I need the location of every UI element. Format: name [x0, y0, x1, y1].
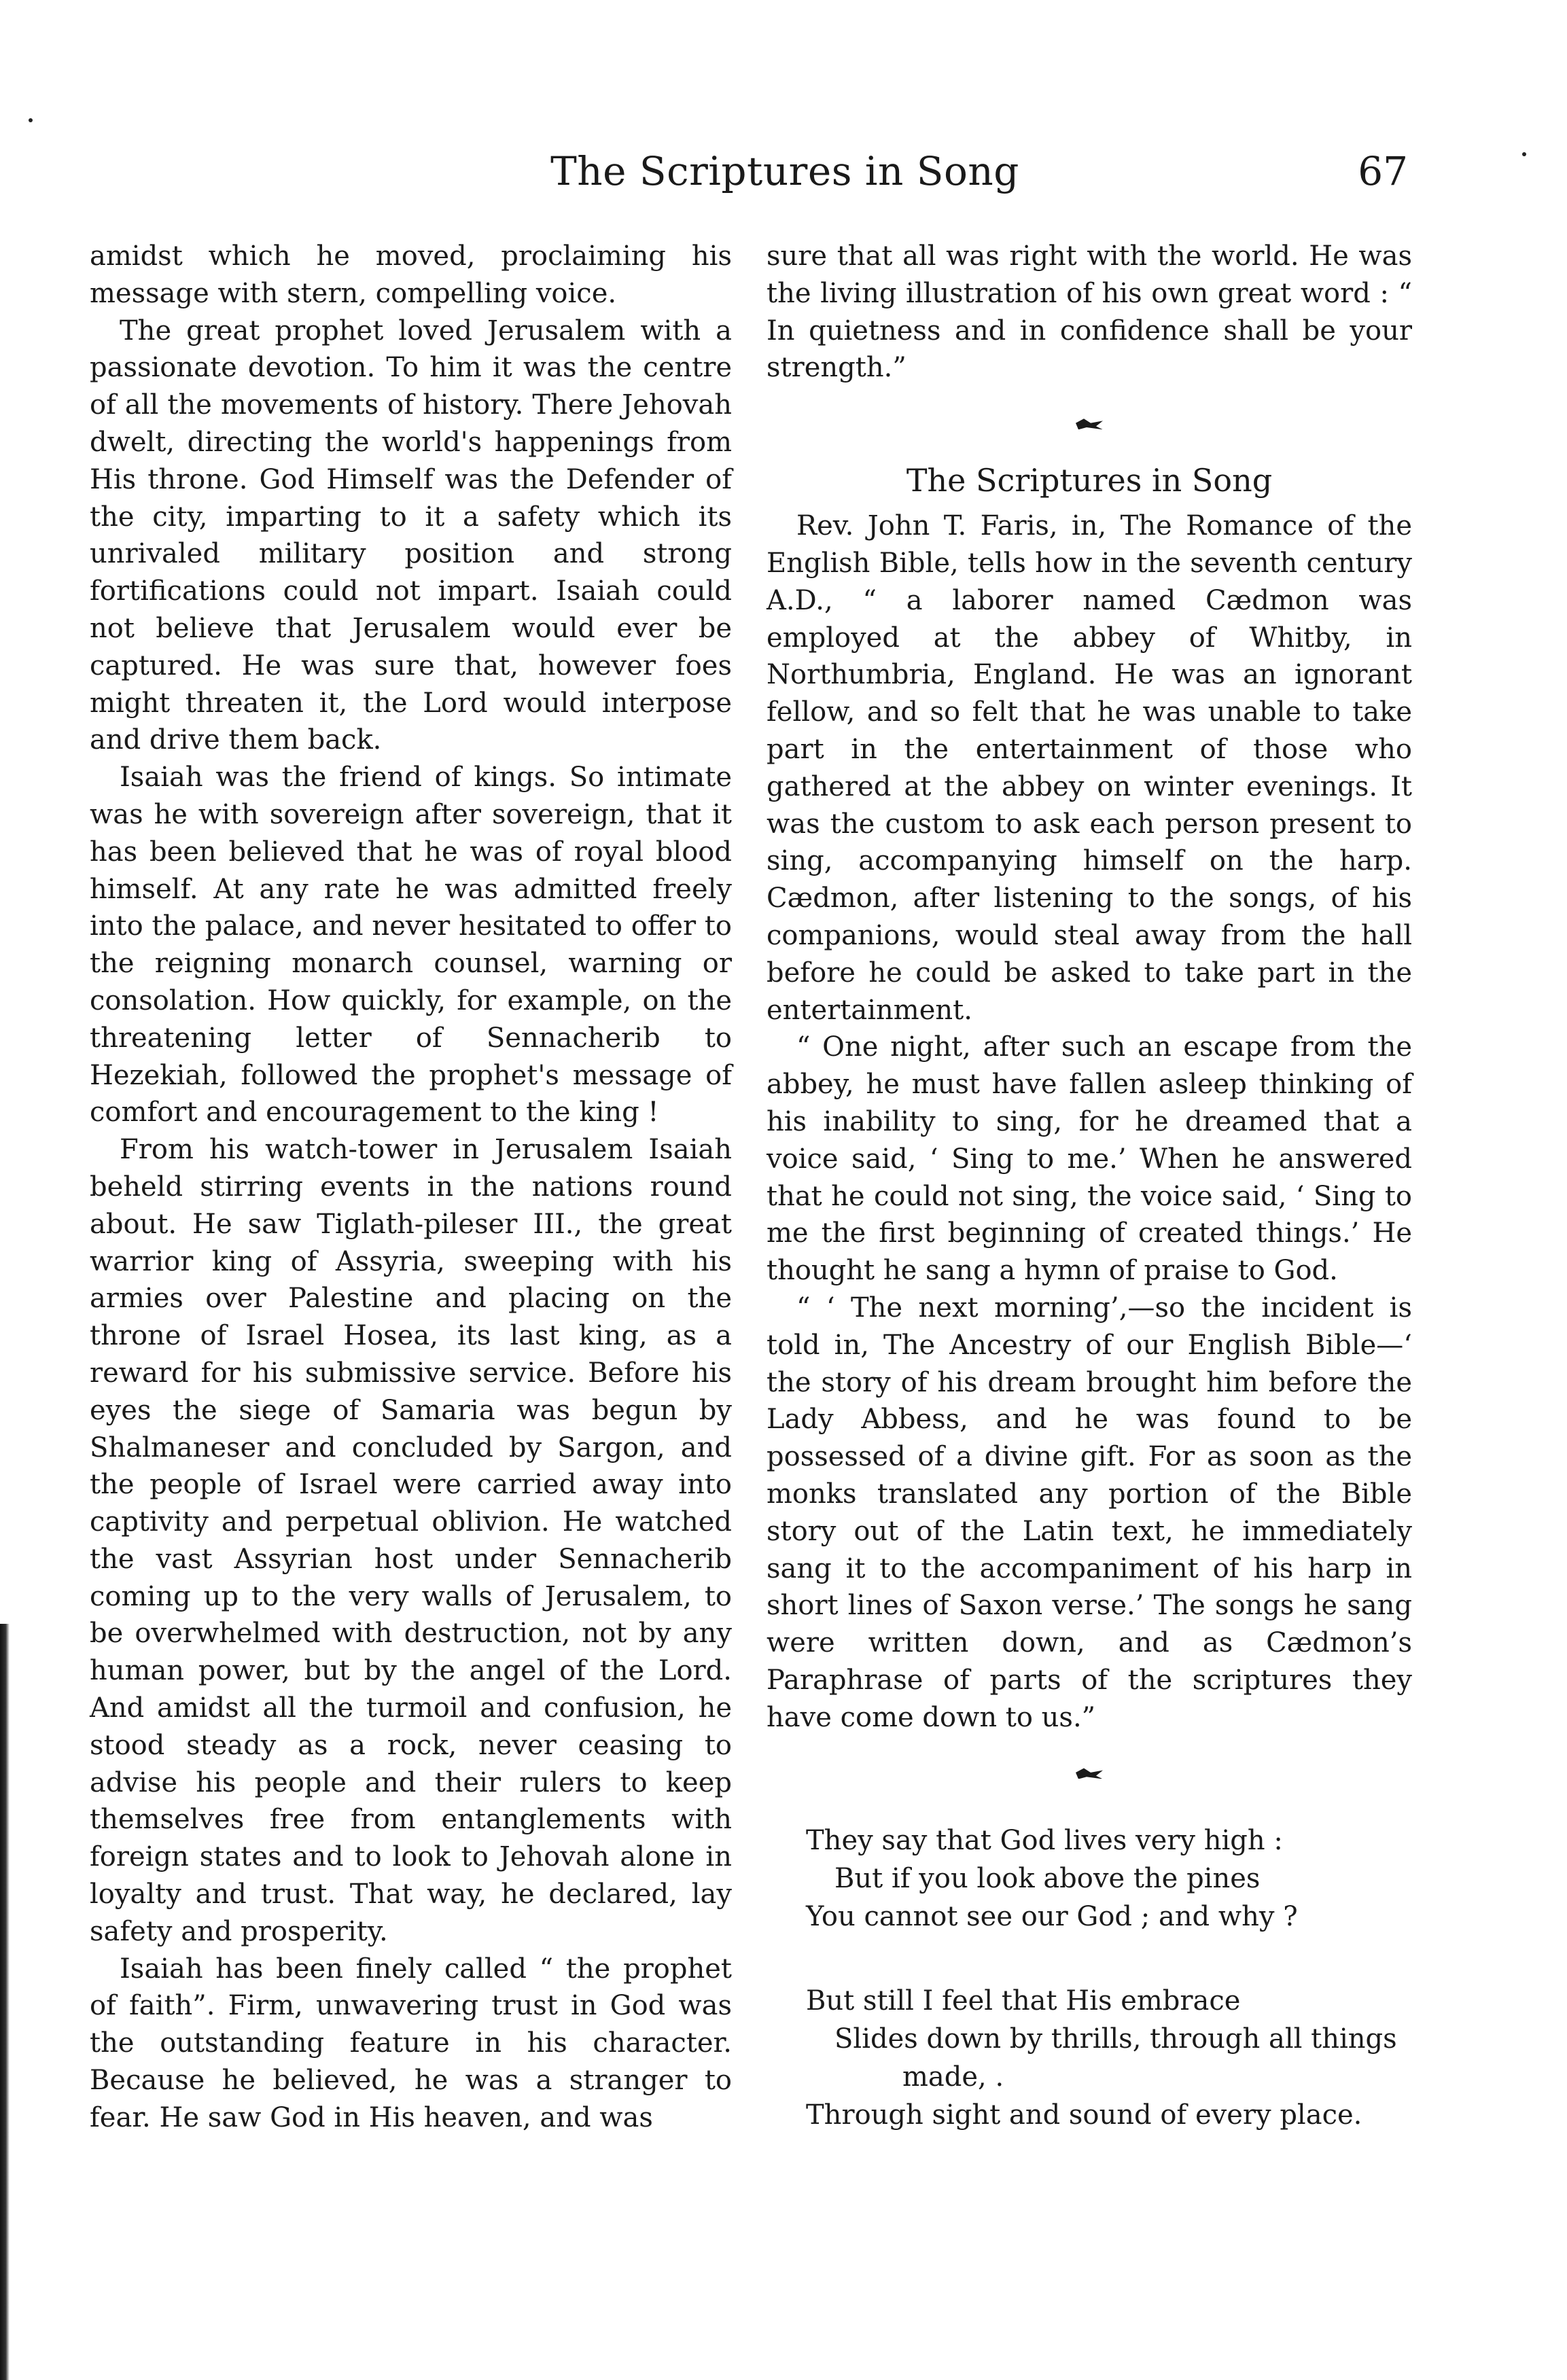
section-heading: The Scriptures in Song [906, 462, 1273, 499]
paragraph: The great prophet loved Jerusalem with a passionate devotion. To him it was the centre of all the movements of history. There Jehovah dwelt, directing the world's happenings from His throne. God Himself was the Defender of the city, imparting to it a safety which its unrivaled military position and strong fortifications could not impart. Isaiah could not believe that Jerusalem would ever be captured. He was sure that, however foes might threaten it, the Lord would interpose and drive them back. [90, 315, 732, 756]
page-spine-shadow [0, 1624, 10, 2380]
poem-line: But if you look above the pines [834, 1863, 1261, 1895]
fleuron-icon [1076, 419, 1103, 429]
right-column [767, 238, 1412, 2180]
poem-line: Slides down by thrills, through all things [834, 2023, 1397, 2055]
paragraph: sure that all was right with the world. He was the living illustration of his own great word : “ In quietness and in confidence shall be your strength.” [767, 241, 1412, 384]
paragraph: “ ‘ The next morning’,—so the incident is told in, The Ancestry of our English Bible—‘ the story of his dream brought him before the Lady Abbess, and he was found to be possessed of a divine gift. For as soon as the monks translated any portion of the Bible story out of the Latin text, he immediately sang it to the accompaniment of his harp in short lines of Saxon verse.’ The songs he sang were written down, and as Cædmon’s Paraphrase of parts of the scriptures they have come down to us.” [767, 1292, 1412, 1733]
fleuron-ornament [767, 387, 1412, 455]
fleuron-ornament [767, 1736, 1412, 1804]
page-number: 67 [1358, 148, 1408, 194]
poem-stanza [767, 1822, 1412, 1936]
scan-speck [29, 118, 33, 122]
poem [767, 1822, 1412, 2134]
paragraph: Rev. John T. Faris, in, The Romance of the English Bible, tells how in the seventh century A.D., “ a laborer named Cædmon was employed at the abbey of Whitby, in Northumbria, England. He was an ignorant fellow, and so felt that he was unable to take part in the entertainment of those who gathered at the abbey on winter evenings. It was the custom to ask each person present to sing, accompanying himself on the harp. Cædmon, after listening to the songs, of his companions, would steal away from the hall before he could be asked to take part in the entertainment. [767, 510, 1412, 1026]
poem-line: Through sight and sound of every place. [806, 2099, 1362, 2131]
paragraph: “ One night, after such an escape from the abbey, he must have fallen asleep thinking of his inability to sing, for he dreamed that a voice said, ‘ Sing to me.’ When he answered that he could not sing, the voice said, ‘ Sing to me the first beginning of created things.’ He thought he sang a hymn of praise to God. [767, 1031, 1412, 1287]
poem-line: You cannot see our God ; and why ? [806, 1901, 1298, 1933]
paragraph: Isaiah has been finely called “ the prophet of faith”. Firm, unwavering trust in God was the outstanding feature in his character. Because he believed, he was a stranger to fear. He saw God in His heaven, and was [90, 1953, 732, 2133]
left-column [90, 238, 732, 2137]
poem-line: They say that God lives very high : [806, 1825, 1283, 1857]
scan-speck [1522, 152, 1526, 156]
poem-stanza [767, 1982, 1412, 2134]
fleuron-icon [1076, 1768, 1103, 1779]
running-head: The Scriptures in Song [550, 148, 1019, 194]
poem-line: But still I feel that His embrace [806, 1985, 1241, 2017]
poem-line: made, . [902, 2061, 1004, 2093]
paragraph: Isaiah was the friend of kings. So intimate was he with sovereign after sovereign, that it has been believed that he was of royal blood himself. At any rate he was admitted freely into the palace, and never hesitated to offer to the reigning monarch counsel, warning or consolation. How quickly, for example, on the threatening letter of Sennacherib to Hezekiah, followed the prophet's message of comfort and encouragement to the king ! [90, 762, 732, 1129]
paragraph: amidst which he moved, proclaiming his message with stern, compelling voice. [90, 241, 732, 309]
paragraph: From his watch-tower in Jerusalem Isaiah beheld stirring events in the nations round about. He saw Tiglath-pileser III., the great warrior king of Assyria, sweeping with his armies over Palestine and placing on the throne of Israel Hosea, its last king, as a reward for his submissive service. Before his eyes the siege of Samaria was begun by Shalmaneser and concluded by Sargon, and the people of Israel were carried away into captivity and perpetual oblivion. He watched the vast Assyrian host under Sennacherib coming up to the very walls of Jerusalem, to be overwhelmed with destruction, not by any human power, but by the angel of the Lord. And amidst all the turmoil and confusion, he stood steady as a rock, never ceasing to advise his people and their rulers to keep themselves free from entanglements with foreign states and to look to Jehovah alone in loyalty and trust. That way, he declared, lay safety and prosperity. [90, 1134, 732, 1947]
